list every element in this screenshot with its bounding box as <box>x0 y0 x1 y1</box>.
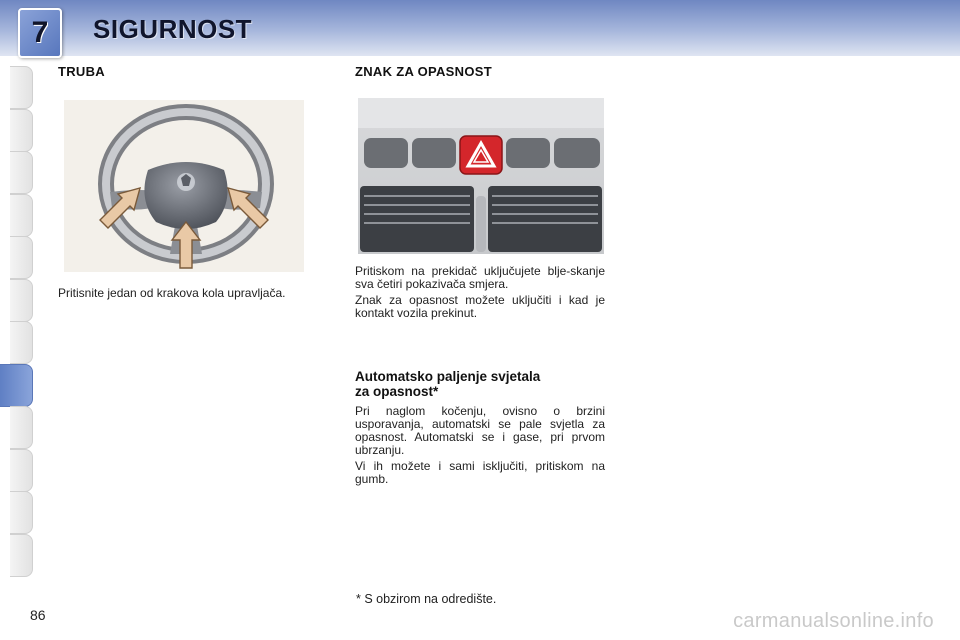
section-title-hazard: ZNAK ZA OPASNOST <box>355 64 492 79</box>
chapter-tab <box>10 194 33 237</box>
chapter-tab <box>10 449 33 492</box>
auto-hazard-heading-line2: za opasnost* <box>355 384 439 399</box>
auto-hazard-heading <box>355 369 607 399</box>
auto-hazard-description: Pri naglom kočenju, ovisno o brzini usporavanja, automatski se pale svjetla za opasnost. Automatski se i gase, pri prvom ubrzanju. <box>355 404 605 457</box>
chapter-tab <box>10 236 33 279</box>
chapter-tab <box>10 109 33 152</box>
chapter-tab <box>0 364 33 407</box>
chapter-title: SIGURNOST <box>93 14 253 44</box>
horn-instruction: Pritisnite jedan od krakova kola upravljača. <box>58 286 286 300</box>
chapter-header <box>0 0 960 56</box>
page-number: 86 <box>30 607 46 623</box>
chapter-tab <box>10 279 33 322</box>
destination-footnote: * S obzirom na odredište. <box>356 592 497 606</box>
chapter-tab <box>10 491 33 534</box>
hazard-switch-text: Pritiskom na prekidač uključujete blje-skanje sva četiri pokazivača smjera. <box>355 264 605 291</box>
chapter-tab <box>10 66 33 109</box>
auto-hazard-switch-off-text: Vi ih možete i sami isključiti, pritiskom na gumb. <box>355 459 605 486</box>
chapter-tab <box>10 406 33 449</box>
dashboard-panel-icon <box>358 98 604 254</box>
steering-wheel-illustration <box>64 100 304 272</box>
section-title-horn: TRUBA <box>58 64 105 79</box>
auto-hazard-heading-line1: Automatsko paljenje svjetala <box>355 369 541 384</box>
chapter-tab <box>10 534 33 577</box>
chapter-tab <box>10 321 33 364</box>
chapter-number: 7 <box>31 16 49 49</box>
hazard-ignition-off-text: Znak za opasnost možete uključiti i kad je kontakt vozila prekinut. <box>355 293 605 320</box>
chapter-badge <box>18 8 62 58</box>
chapter-tab <box>10 151 33 194</box>
steering-wheel-icon <box>64 100 304 272</box>
watermark: carmanualsonline.info <box>733 610 934 632</box>
chapter-tabs <box>0 66 34 576</box>
dashboard-hazard-illustration <box>358 98 604 254</box>
